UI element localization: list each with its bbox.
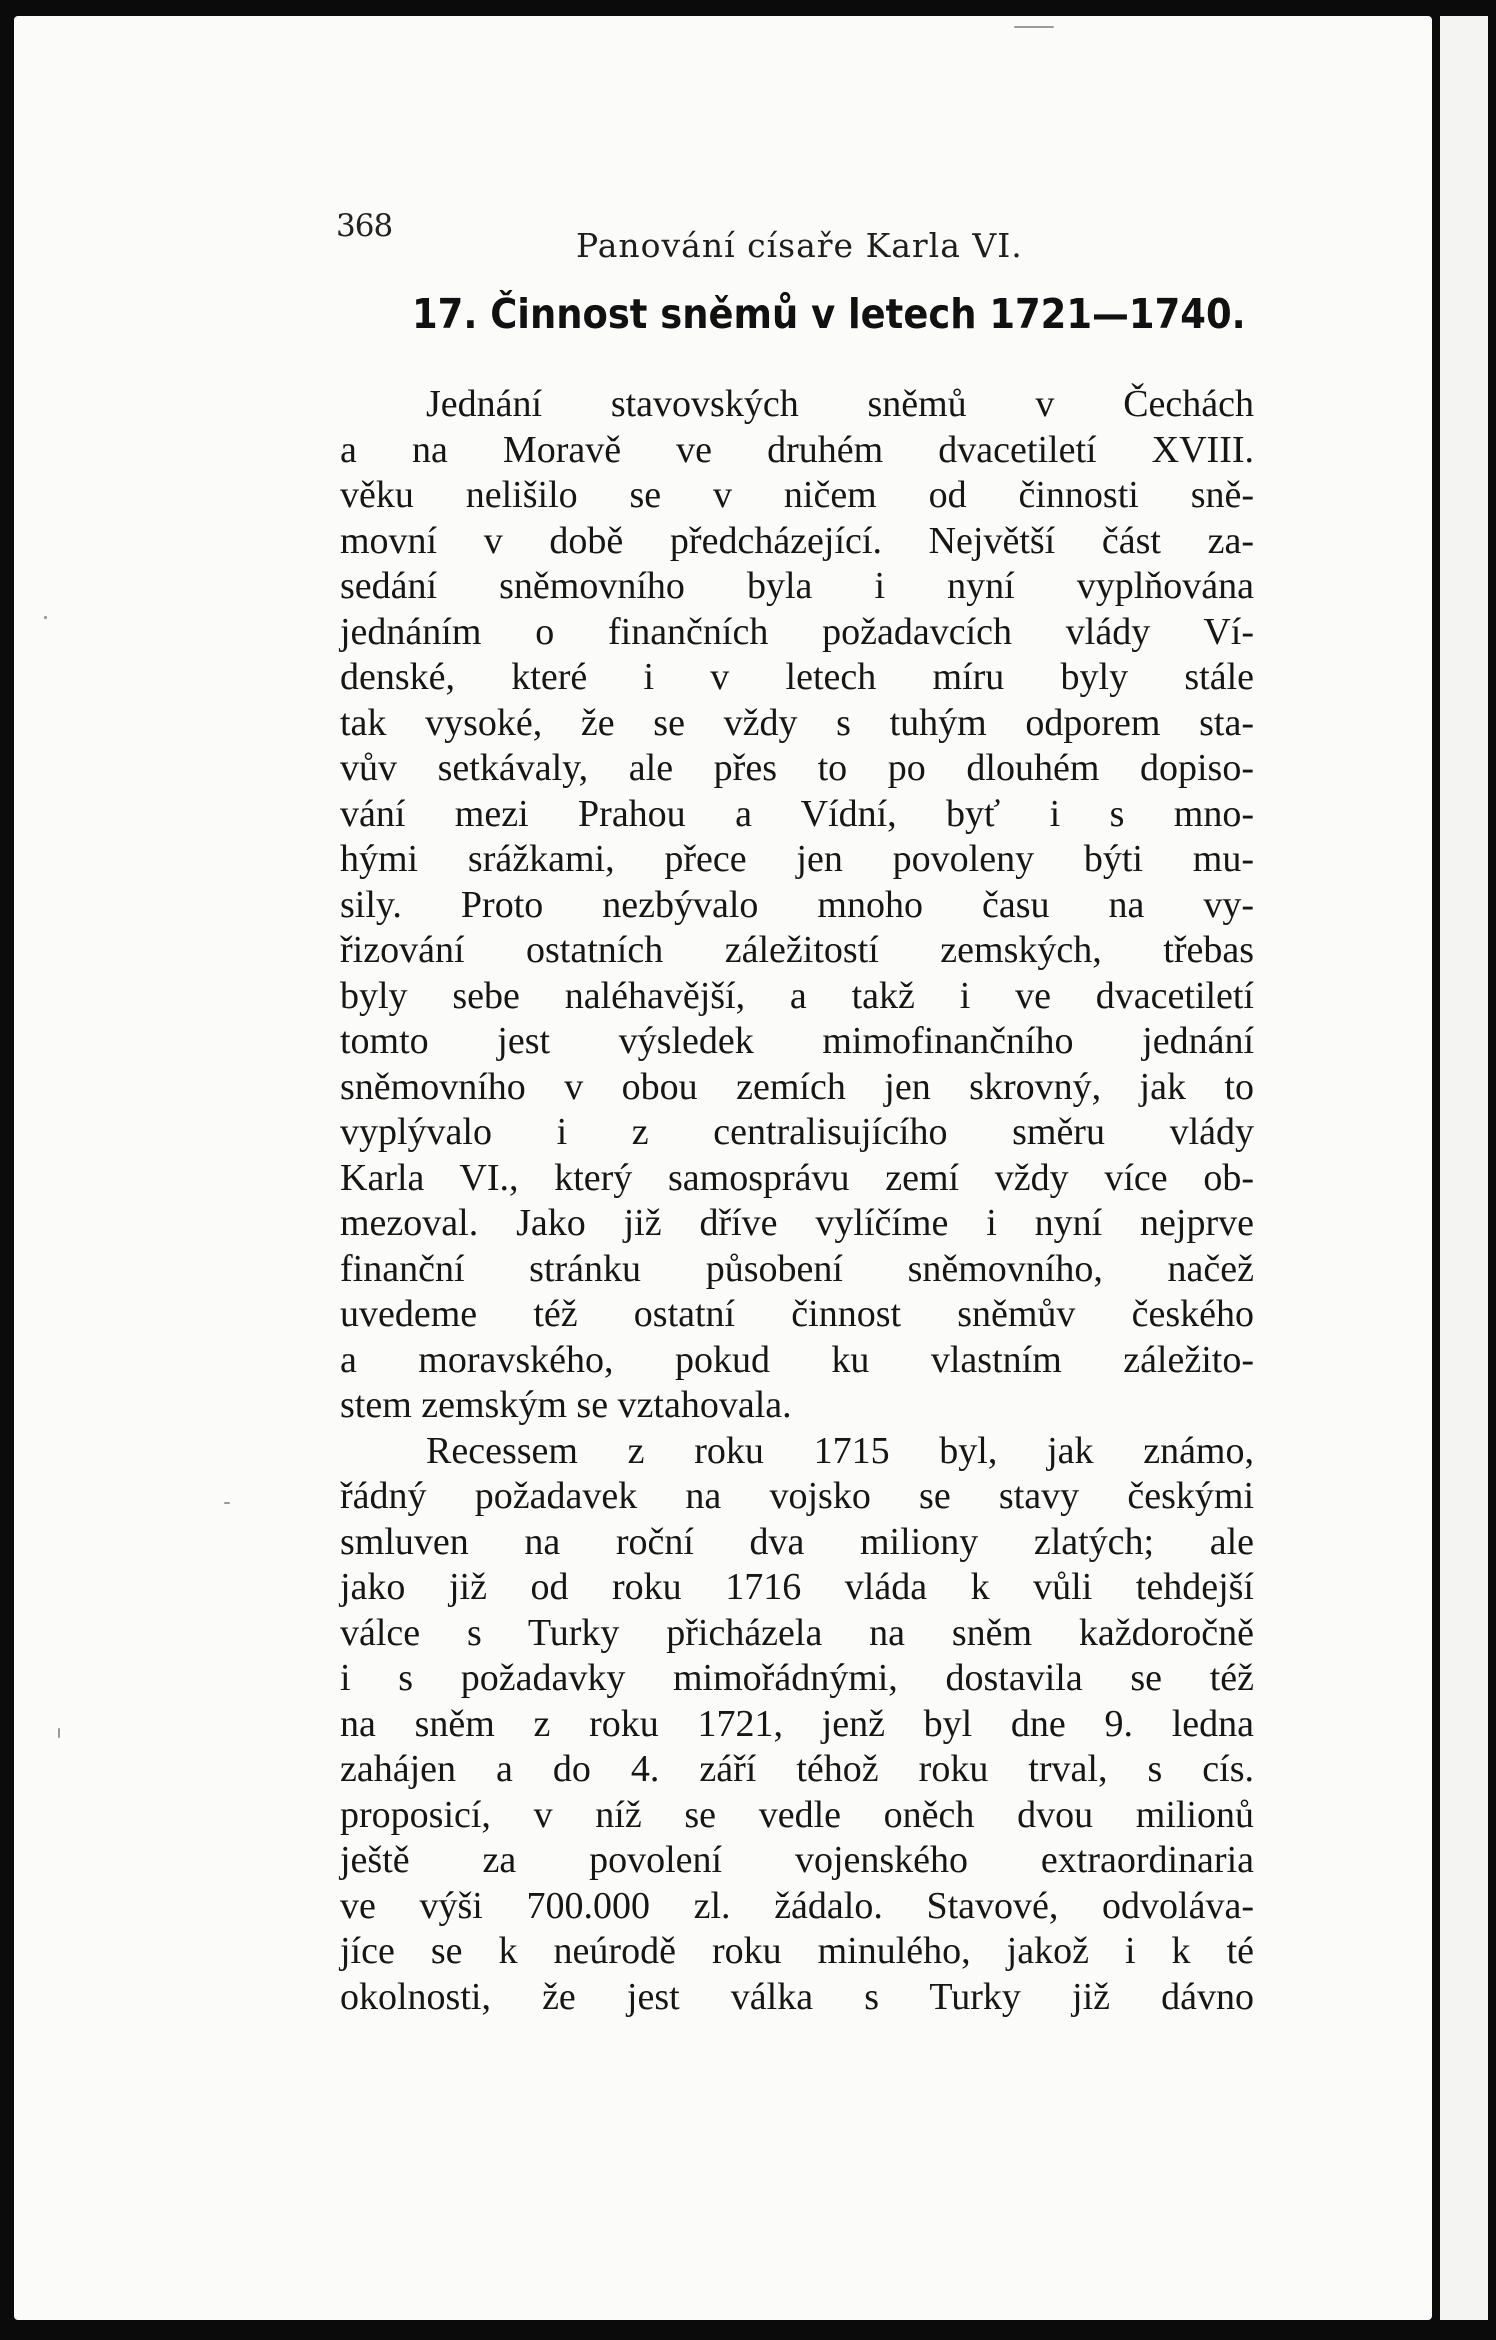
running-title: Panování císaře Karla VI. <box>576 226 1023 265</box>
text-line: řizování ostatních záležitostí zemských, třebas <box>340 929 1254 971</box>
text-line: tomto jest výsledek mimofinančního jednání <box>340 1020 1254 1062</box>
paper-speck <box>1014 26 1054 28</box>
text-line: vyplývalo i z centralisujícího směru vlády <box>340 1111 1254 1153</box>
chapter-heading: 17. Činnost sněmů v letech 1721—1740. <box>412 290 1246 338</box>
text-line: denské, které i v letech míru byly stále <box>340 656 1254 698</box>
text-line: Recessem z roku 1715 byl, jak známo, <box>426 1429 1254 1472</box>
text-line: hými srážkami, přece jen povoleny býti mu- <box>340 838 1254 880</box>
text-line: a moravského, pokud ku vlastním záležito- <box>340 1338 1254 1381</box>
text-line: byly sebe naléhavější, a takž i ve dvacetiletí <box>340 974 1254 1017</box>
text-line: finanční stránku působení sněmovního, načež <box>340 1247 1254 1290</box>
text-line: proposicí, v níž se vedle oněch dvou milionů <box>340 1793 1254 1836</box>
text-line: Jednání stavovských sněmů v Čechách <box>426 383 1254 425</box>
text-line: sedání sněmovního byla i nyní vyplňována <box>340 565 1254 607</box>
text-line: válce s Turky přicházela na sněm každoročně <box>340 1611 1254 1654</box>
text-line: vání mezi Prahou a Vídní, byť i s mno- <box>340 792 1254 835</box>
text-line: sily. Proto nezbývalo mnoho času na vy- <box>340 883 1254 926</box>
text-line: věku nelišilo se v ničem od činnosti sně- <box>340 474 1254 516</box>
text-line: smluven na roční dva miliony zlatých; ale <box>340 1520 1254 1563</box>
paper-speck <box>224 1502 230 1504</box>
text-line: okolnosti, že jest válka s Turky již dávno <box>340 1975 1254 2018</box>
adjacent-page-edge <box>1440 16 1488 2320</box>
text-line: a na Moravě ve druhém dvacetiletí XVIII. <box>340 428 1254 471</box>
text-line: řádný požadavek na vojsko se stavy českými <box>340 1475 1254 1517</box>
text-line: ve výši 700.000 zl. žádalo. Stavové, odvoláva- <box>340 1884 1254 1927</box>
text-line: mezoval. Jako již dříve vylíčíme i nyní nejprve <box>340 1202 1254 1244</box>
paragraph-1 <box>340 382 1254 1429</box>
text-line: stem zemským se vztahovala. <box>340 1384 792 1426</box>
page-number: 368 <box>336 208 393 244</box>
text-line: zahájen a do 4. září téhož roku trval, s cís. <box>340 1748 1254 1790</box>
text-line: vův setkávaly, ale přes to po dlouhém dopiso- <box>340 747 1254 789</box>
text-line: uvedeme též ostatní činnost sněmův českého <box>340 1293 1254 1335</box>
text-line: jako již od roku 1716 vláda k vůli tehdejší <box>340 1566 1254 1608</box>
text-line: movní v době předcházející. Největší část za- <box>340 519 1254 562</box>
body-text <box>340 382 1254 2020</box>
text-line: Karla VI., který samosprávu zemí vždy více ob- <box>340 1156 1254 1199</box>
running-head <box>336 208 1276 268</box>
text-line: jíce se k neúrodě roku minulého, jakož i k té <box>340 1930 1254 1972</box>
text-line: ještě za povolení vojenského extraordinaria <box>340 1839 1254 1881</box>
text-line: i s požadavky mimořádnými, dostavila se též <box>340 1657 1254 1699</box>
paragraph-2 <box>340 1429 1254 2021</box>
text-line: tak vysoké, že se vždy s tuhým odporem sta- <box>340 701 1254 744</box>
text-line: jednáním o finančních požadavcích vlády Ví- <box>340 610 1254 653</box>
paper-speck <box>44 616 47 619</box>
text-line: sněmovního v obou zemích jen skrovný, jak to <box>340 1065 1254 1108</box>
paper-speck <box>58 1728 60 1738</box>
text-line: na sněm z roku 1721, jenž byl dne 9. ledna <box>340 1702 1254 1745</box>
